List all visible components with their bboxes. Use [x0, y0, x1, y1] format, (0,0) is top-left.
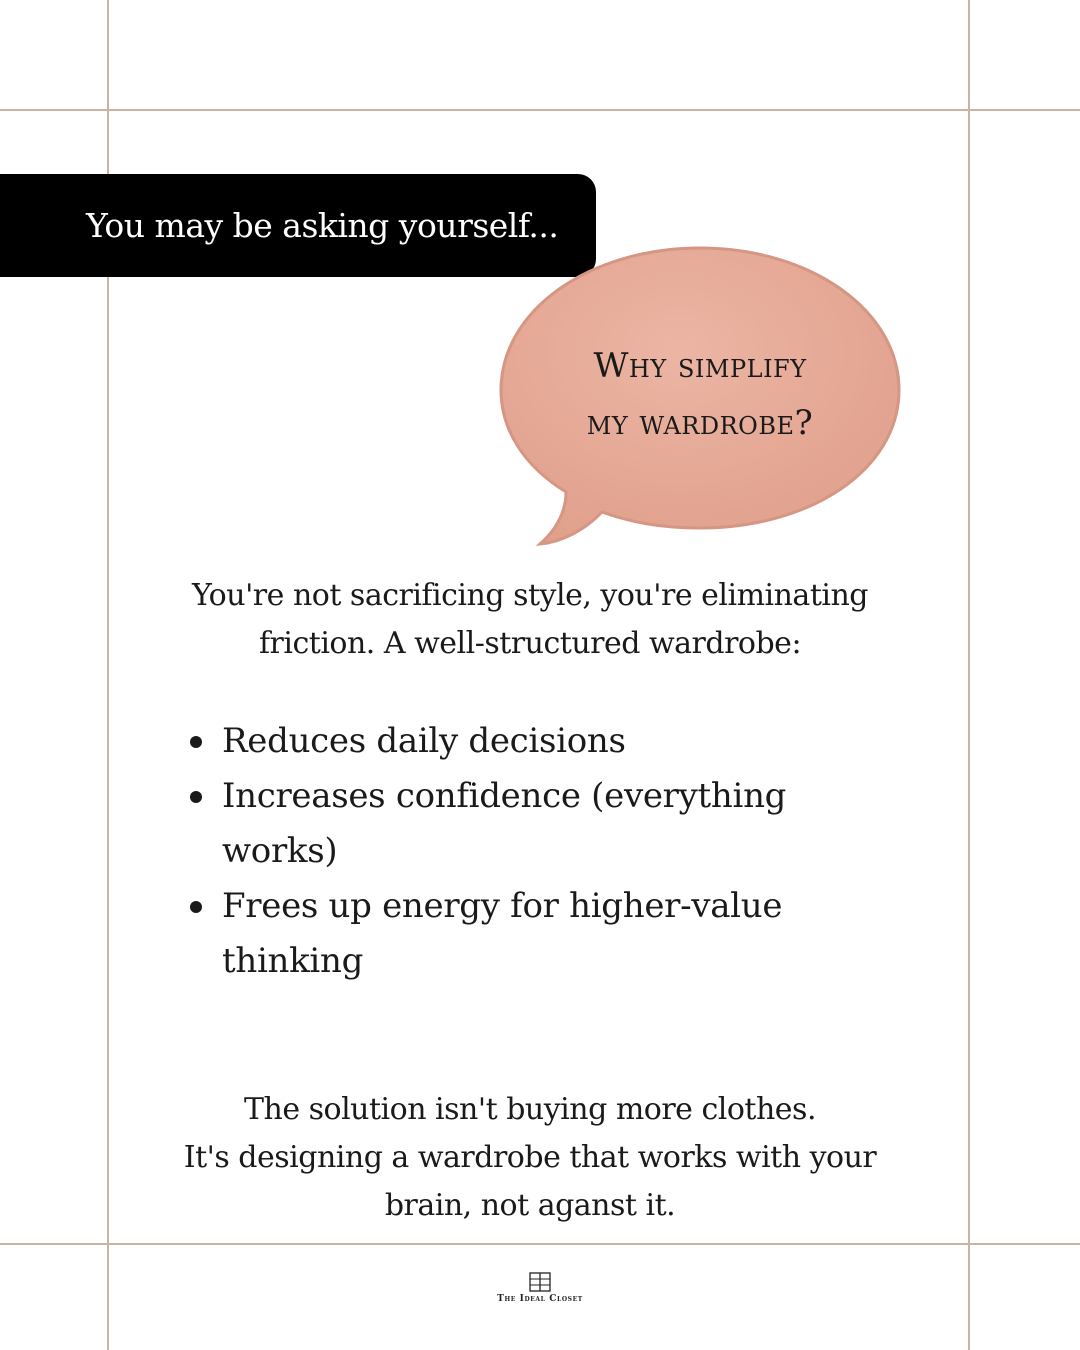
closing-line-1: The solution isn't buying more clothes.	[243, 1092, 816, 1127]
bullet-dot-icon	[190, 736, 202, 748]
bubble-line-1: Why simplify	[593, 346, 807, 386]
intro-line-2: friction. A well-structured wardrobe:	[258, 626, 802, 661]
closing-line-3: brain, not aganst it.	[384, 1188, 676, 1223]
closing-line-2: It's designing a wardrobe that works with your	[183, 1140, 877, 1175]
list-item	[222, 769, 862, 879]
bullet-text: Reduces daily decisions	[222, 721, 626, 761]
list-item	[222, 714, 862, 769]
bullet-text-continued: thinking	[222, 941, 364, 981]
list-item	[222, 879, 862, 989]
bullet-text-continued: works)	[222, 831, 338, 871]
guide-line-bottom	[0, 1243, 1080, 1245]
guide-line-right	[968, 0, 970, 1350]
closet-monogram-icon	[529, 1272, 551, 1292]
brand-logo	[480, 1272, 600, 1304]
closing-paragraph	[130, 1086, 930, 1230]
brand-name: The Ideal Closet	[497, 1294, 583, 1304]
speech-bubble	[490, 240, 910, 560]
bullet-dot-icon	[190, 791, 202, 803]
bubble-question	[490, 338, 910, 452]
bullet-text: Increases confidence (everything	[222, 776, 787, 816]
benefits-list	[222, 714, 862, 989]
guide-line-top	[0, 109, 1080, 111]
intro-line-1: You're not sacrificing style, you're eliminating	[191, 578, 868, 613]
bubble-line-2: my wardrobe?	[586, 403, 814, 443]
intro-paragraph	[150, 572, 910, 668]
bullet-dot-icon	[190, 901, 202, 913]
bullet-text: Frees up energy for higher-value	[222, 886, 783, 926]
banner-text: You may be asking yourself...	[86, 206, 559, 245]
